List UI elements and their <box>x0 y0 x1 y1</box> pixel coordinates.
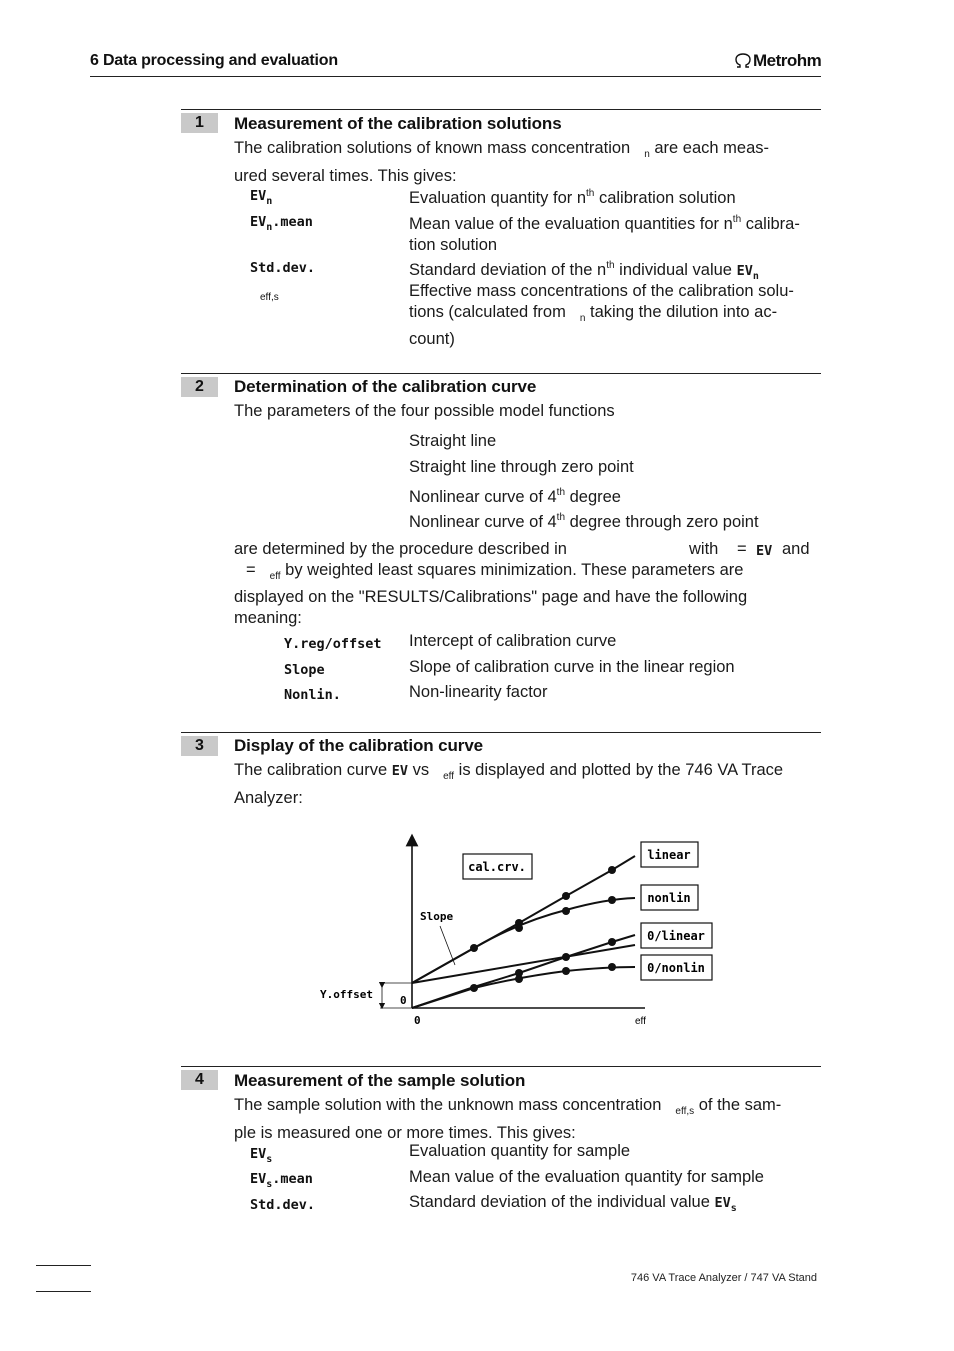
term-std-dev-sample: Std.dev. <box>250 1197 316 1213</box>
section-2-rule <box>181 373 821 374</box>
slope-label: Slope <box>420 910 454 923</box>
term-eff-s: eff,s <box>260 292 279 303</box>
section-2-title: Determination of the calibration curve <box>234 377 537 396</box>
param-nonlin-desc: Non-linearity factor <box>409 683 548 701</box>
section-3-title: Display of the calibration curve <box>234 736 484 755</box>
footer-rule-1 <box>36 1265 91 1266</box>
section-4-title: Measurement of the sample solution <box>234 1071 526 1090</box>
section-2-intro: The parameters of the four possible model functions <box>234 402 615 420</box>
footer-rule-2 <box>36 1291 91 1292</box>
desc-std-dev-sample: Standard deviation of the individual value $EV_s$ <box>409 1193 737 1214</box>
section-1-title: Measurement of the calibration solutions <box>234 114 562 133</box>
calibration-diagram <box>300 830 730 1030</box>
brand-name: Metrohm <box>753 51 822 70</box>
y-zero-label: 0 <box>400 994 407 1007</box>
x-axis-label: eff <box>635 1016 646 1027</box>
chapter-heading: 6 Data processing and evaluation <box>90 52 338 69</box>
model-4: Nonlinear curve of 4th degree through zero point <box>409 512 759 531</box>
section-4-rule <box>181 1066 821 1067</box>
y-offset-label: Y.offset <box>320 988 373 1001</box>
cal-crv-label: cal.crv. <box>468 860 526 874</box>
section-4-intro: The sample solution with the unknown mass concentration $_{eff,s}$ of the sam- ple is measured one or more times. This gives: <box>234 1096 782 1142</box>
curve-0-nonlin <box>412 967 635 1008</box>
section-1-number: 1 <box>181 113 218 133</box>
term-evs: $EV_s$ <box>250 1146 273 1165</box>
omega-icon <box>734 53 752 69</box>
desc-evn: Evaluation quantity for $n^{th}$ calibration solution <box>409 188 736 207</box>
param-yreg-offset: Y.reg/offset <box>284 636 382 652</box>
data-points <box>470 866 616 992</box>
param-slope-desc: Slope of calibration curve in the linear region <box>409 658 735 676</box>
param-slope: Slope <box>284 662 325 678</box>
param-yreg-offset-desc: Intercept of calibration curve <box>409 632 617 650</box>
legend-0-nonlin: 0/nonlin <box>647 961 705 975</box>
legend-nonlin: nonlin <box>647 891 691 905</box>
desc-evs-mean: Mean value of the evaluation quantity for sample <box>409 1168 764 1186</box>
model-1: Straight line <box>409 432 497 450</box>
section-3-number: 3 <box>181 736 218 756</box>
section-1-rule <box>181 109 821 110</box>
term-evn-mean: $EV_n.mean$ <box>250 214 313 233</box>
legend-0-linear: 0/linear <box>647 929 705 943</box>
section-2-number: 2 <box>181 377 218 397</box>
header-rule <box>90 76 821 77</box>
desc-evs: Evaluation quantity for sample <box>409 1142 631 1160</box>
model-3: Nonlinear curve of 4th degree <box>409 487 621 506</box>
desc-evn-mean: Mean value of the evaluation quantities for $n^{th}$ calibra- tion solution <box>409 214 800 254</box>
section-1-intro: The calibration solutions of known mass concentration $_n$ are each meas- ured several times. This gives: <box>234 139 770 185</box>
section-2-paragraph: are determined by the procedure described in with = EV and = $_{eff}$ by weighted least squares minimization. These parameters are displayed on the "RESULTS/Calibrations" page and have the following meaning: <box>234 540 810 627</box>
footer-product: 746 VA Trace Analyzer / 747 VA Stand <box>630 1272 817 1284</box>
section-4-number: 4 <box>181 1070 218 1090</box>
legend-linear: linear <box>647 848 691 862</box>
x-zero-label: 0 <box>414 1014 421 1027</box>
desc-eff-s: Effective mass concentrations of the calibration solu- tions (calculated from $_n$ taking the dilution into ac- count) <box>409 282 794 348</box>
term-evs-mean: $EV_s.mean$ <box>250 1171 313 1190</box>
brand-logo <box>734 51 821 71</box>
param-nonlin: Nonlin. <box>284 687 341 703</box>
desc-std-dev: Standard deviation of the $n^{th}$ individual value $EV_n$ <box>409 260 759 282</box>
slope-pointer <box>440 926 455 965</box>
section-3-rule <box>181 732 821 733</box>
model-2: Straight line through zero point <box>409 458 634 476</box>
term-std-dev: Std.dev. <box>250 260 316 276</box>
term-evn: $EV_n$ <box>250 188 273 207</box>
section-3-intro: The calibration curve EV vs $_{eff}$ is displayed and plotted by the 746 VA Trace Analyzer: <box>234 761 784 807</box>
